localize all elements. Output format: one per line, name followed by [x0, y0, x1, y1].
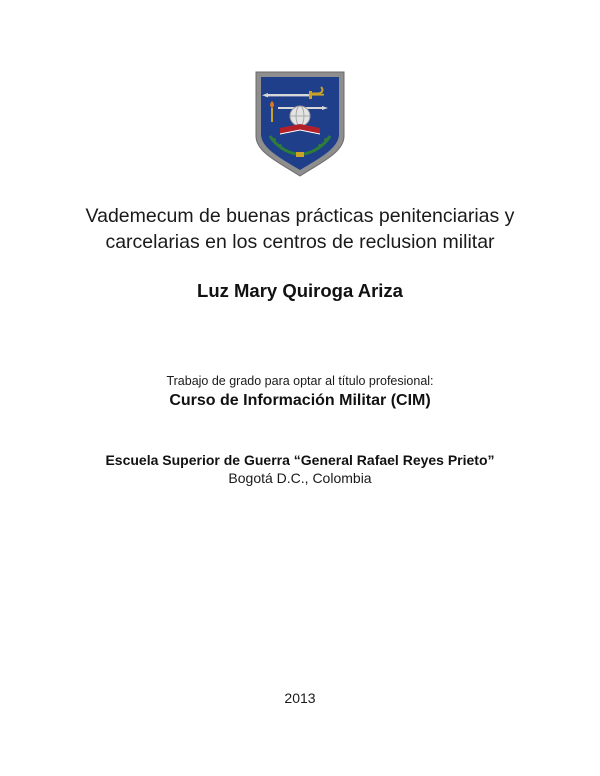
thesis-note: Trabajo de grado para optar al título profesional: [166, 374, 434, 388]
city-location: Bogotá D.C., Colombia [228, 470, 372, 486]
publication-year: 2013 [284, 690, 316, 706]
crest-shield-icon [252, 70, 348, 178]
document-title-line-1: Vademecum de buenas prácticas penitenciarias y [85, 205, 515, 227]
school-name: Escuela Superior de Guerra “General Rafael Reyes Prieto” [105, 452, 495, 468]
author-name: Luz Mary Quiroga Ariza [197, 280, 403, 301]
degree-title: Curso de Información Militar (CIM) [169, 392, 431, 409]
document-title-line-2: carcelarias en los centros de reclusion militar [105, 231, 495, 253]
